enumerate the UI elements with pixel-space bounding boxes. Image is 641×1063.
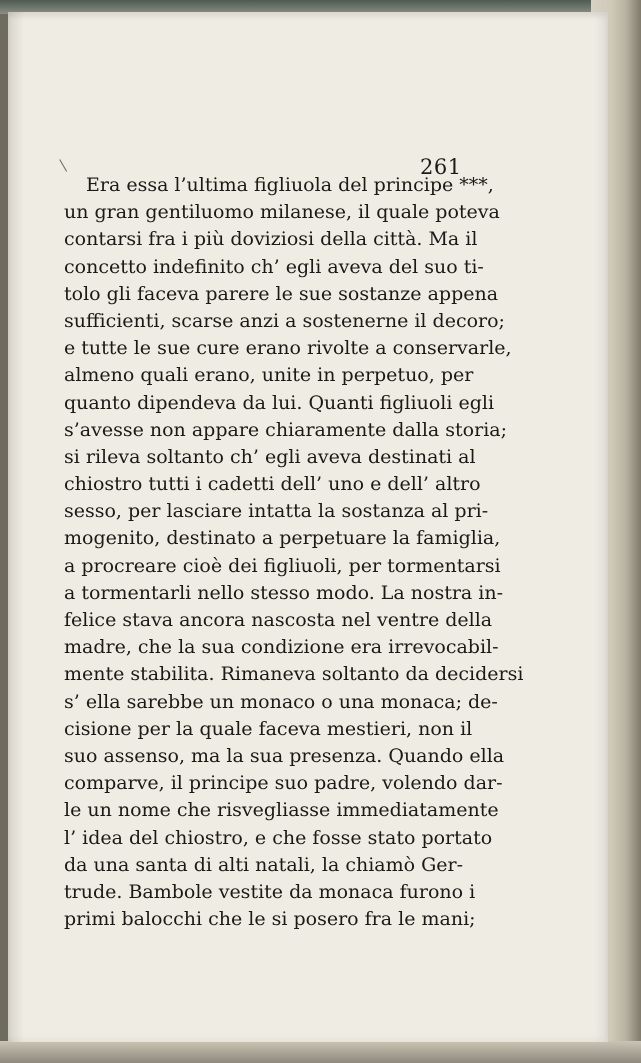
text-line: suo assenso, ma la sua presenza. Quando ella (64, 744, 505, 767)
text-line: trude. Bambole vestite da monaca furono i (64, 880, 476, 903)
text-line: e tutte le sue cure erano rivolte a conservarle, (64, 337, 512, 360)
text-line: quanto dipendeva da lui. Quanti figliuoli egli (64, 391, 495, 414)
text-line: s’ ella sarebbe un monaco o una monaca; de- (64, 690, 498, 713)
text-line: un gran gentiluomo milanese, il quale poteva (64, 201, 500, 224)
text-line: da una santa di alti natali, la chiamò Ger- (64, 853, 464, 876)
text-line: concetto indefinito ch’ egli aveva del suo ti- (64, 255, 484, 278)
text-line: tolo gli faceva parere le sue sostanze appena (64, 282, 499, 305)
text-line: Era essa l’ultima figliuola del principe ***, (86, 174, 494, 196)
text-line: s’avesse non appare chiaramente dalla storia; (64, 418, 508, 441)
page-gutter-shadow (8, 12, 24, 1042)
text-line: si rileva soltanto ch’ egli aveva destinati al (64, 445, 476, 468)
text-line: chiostro tutti i cadetti dell’ uno e dell’ altro (64, 473, 481, 496)
text-line: contarsi fra i più doviziosi della città. Ma il (64, 228, 478, 251)
text-line: primi balocchi che le si posero fra le mani; (64, 908, 476, 931)
text-line: mente stabilita. Rimaneva soltanto da decidersi (64, 663, 524, 686)
text-line: comparve, il principe suo padre, volendo dar- (64, 772, 503, 795)
text-line: le un nome che risvegliasse immediatamente (64, 799, 499, 822)
text-line: mogenito, destinato a perpetuare la famiglia, (64, 527, 501, 550)
scan-edge-bottom (0, 1041, 641, 1063)
text-line: l’ idea del chiostro, e che fosse stato portato (64, 826, 493, 849)
text-line: a tormentarli nello stesso modo. La nostra in- (64, 581, 504, 604)
text-line: cisione per la quale faceva mestieri, non il (64, 717, 473, 740)
text-line: madre, che la sua condizione era irrevocabil- (64, 636, 499, 659)
text-line: sufficienti, scarse anzi a sostenerne il decoro; (64, 309, 505, 332)
page-number: 261 (420, 155, 462, 179)
body-text (64, 172, 524, 933)
text-line: sesso, per lasciare intatta la sostanza al pri- (64, 500, 489, 523)
text-line: a procreare cioè dei figliuoli, per tormentarsi (64, 554, 501, 577)
text-line: almeno quali erano, unite in perpetuo, per (64, 364, 474, 387)
text-line: felice stava ancora nascosta nel ventre della (64, 609, 493, 631)
